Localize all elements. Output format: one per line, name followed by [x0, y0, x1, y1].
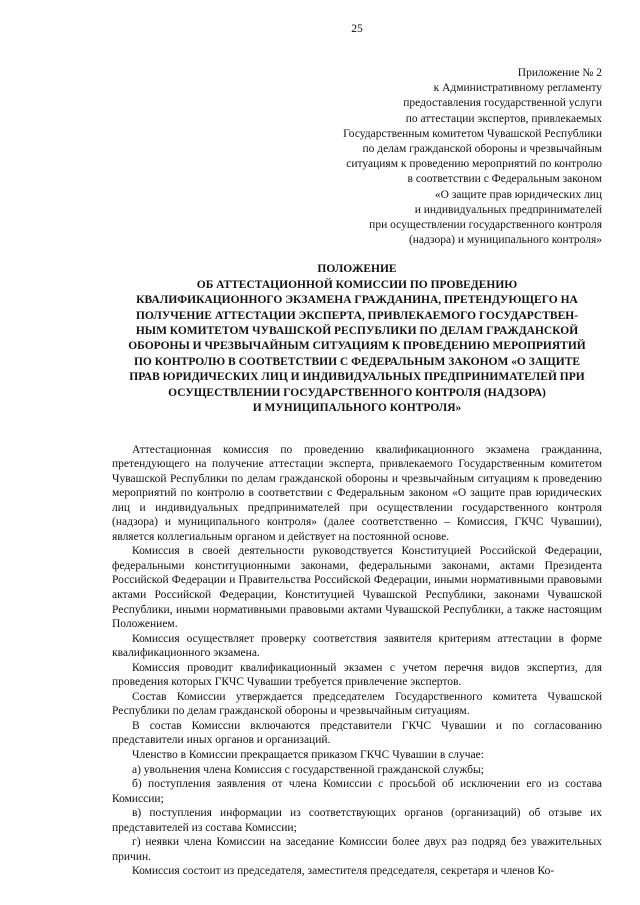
title-line: ПРАВ ЮРИДИЧЕСКИХ ЛИЦ И ИНДИВИДУАЛЬНЫХ ПРЕДПРИНИМАТЕЛЕЙ ПРИ [129, 371, 585, 384]
document-title [112, 262, 602, 416]
appendix-line: предоставления государственной услуги [403, 97, 602, 110]
appendix-line: «О защите прав юридических лиц [434, 188, 602, 201]
title-line: ОБОРОНЫ И ЧРЕЗВЫЧАЙНЫМ СИТУАЦИЯМ К ПРОВЕДЕНИЮ МЕРОПРИЯТИЙ [128, 340, 586, 353]
title-line: ПОЛУЧЕНИЕ АТТЕСТАЦИИ ЭКСПЕРТА, ПРИВЛЕКАЕМОГО ГОСУДАРСТВЕН- [135, 309, 579, 322]
paragraph: В состав Комиссии включаются представители ГКЧС Чувашии и по согласованию представители иных органов и организаций. [112, 719, 602, 747]
appendix-line: ситуациям к проведению мероприятий по контролю [346, 158, 602, 171]
paragraph: Комиссия осуществляет проверку соответствия заявителя критериям аттестации в форме квалификационного экзамена. [112, 632, 602, 660]
appendix-line: при осуществлении государственного контроля [369, 219, 602, 232]
list-item: а) увольнения члена Комиссия с государственной гражданской службы; [132, 763, 484, 776]
title-line: И МУНИЦИПАЛЬНОГО КОНТРОЛЯ» [252, 402, 462, 415]
appendix-line: и индивидуальных предпринимателей [414, 203, 602, 216]
appendix-line: по аттестации экспертов, привлекаемых [405, 112, 602, 125]
title-line: ОСУЩЕСТВЛЕНИИ ГОСУДАРСТВЕННОГО КОНТРОЛЯ (НАДЗОРА) [168, 386, 546, 399]
paragraph: Членство в Комиссии прекращается приказом ГКЧС Чувашии в случае: [132, 748, 484, 761]
title-line: КВАЛИФИКАЦИОННОГО ЭКЗАМЕНА ГРАЖДАНИНА, ПРЕТЕНДУЮЩЕГО НА [136, 294, 578, 307]
appendix-block [112, 66, 602, 248]
paragraph: Аттестационная комиссия по проведению квалификационного экзамена гражданина, претендующего на получение аттестации эксперта, привлекаемого Государственным комитетом Чувашской Республики по делам гражданской обороны и чрезвычайным ситуациям к проведению мероприятий по контролю в соответствии с Федеральным законом «О защите прав юридических лиц и индивидуальных предпринимателей при осуществлении государственного контроля (надзора) и муниципального контроля» (далее соответственно – Комиссия, ГКЧС Чувашии), является коллегиальным органом и действует на постоянной основе. [112, 443, 602, 543]
title-line: НЫМ КОМИТЕТОМ ЧУВАШСКОЙ РЕСПУБЛИКИ ПО ДЕЛАМ ГРАЖДАНСКОЙ [135, 325, 579, 338]
list-item: в) поступления информации из соответствующих органов (организаций) об отзыве их представителей из состава Комиссии; [112, 807, 602, 834]
appendix-line: (надзора) и муниципального контроля» [408, 234, 602, 247]
appendix-line: к Административному регламенту [433, 82, 602, 95]
list-item: б) поступления заявления от члена Комиссии с просьбой об исключении его из состава Комиссии; [112, 778, 602, 805]
title-line: ПОЛОЖЕНИЕ [317, 263, 397, 276]
paragraph: Комиссия в своей деятельности руководствуется Конституцией Российской Федерации, федеральными конституционными законами, федеральными законами, актами Президента Российской Федерации и Правительства Российской Федерации, иными нормативными правовыми актами Российской Федерации, Конституцией Чувашской Республики, законами Чувашской Республики, иными нормативными правовыми актами Чувашской Республики, а также настоящим Положением. [112, 545, 602, 631]
paragraph: Комиссия проводит квалификационный экзамен с учетом перечня видов экспертиз, для проведения которых ГКЧС Чувашии требуется привлечение экспертов. [112, 661, 602, 689]
page-number: 25 [351, 23, 363, 35]
paragraph: Комиссия состоит из председателя, заместителя председателя, секретаря и членов Ко- [132, 865, 555, 878]
appendix-line: Государственным комитетом Чувашской Республики [343, 127, 602, 140]
appendix-line: в соответствии с Федеральным законом [407, 173, 602, 186]
appendix-line: по делам гражданской обороны и чрезвычайным [362, 143, 602, 156]
document-body [112, 443, 602, 879]
title-line: ПО КОНТРОЛЮ В СООТВЕТСТВИИ С ФЕДЕРАЛЬНЫМ ЗАКОНОМ «О ЗАЩИТЕ [133, 355, 581, 368]
paragraph: Состав Комиссии утверждается председателем Государственного комитета Чувашской Республики по делам гражданской обороны и чрезвычайным ситуациям. [112, 690, 602, 718]
list-item: г) неявки члена Комиссии на заседание Комиссии более двух раз подряд без уважительных причин. [112, 836, 602, 863]
appendix-line: Приложение № 2 [517, 67, 602, 79]
title-line: ОБ АТТЕСТАЦИОННОЙ КОМИССИИ ПО ПРОВЕДЕНИЮ [196, 278, 518, 291]
